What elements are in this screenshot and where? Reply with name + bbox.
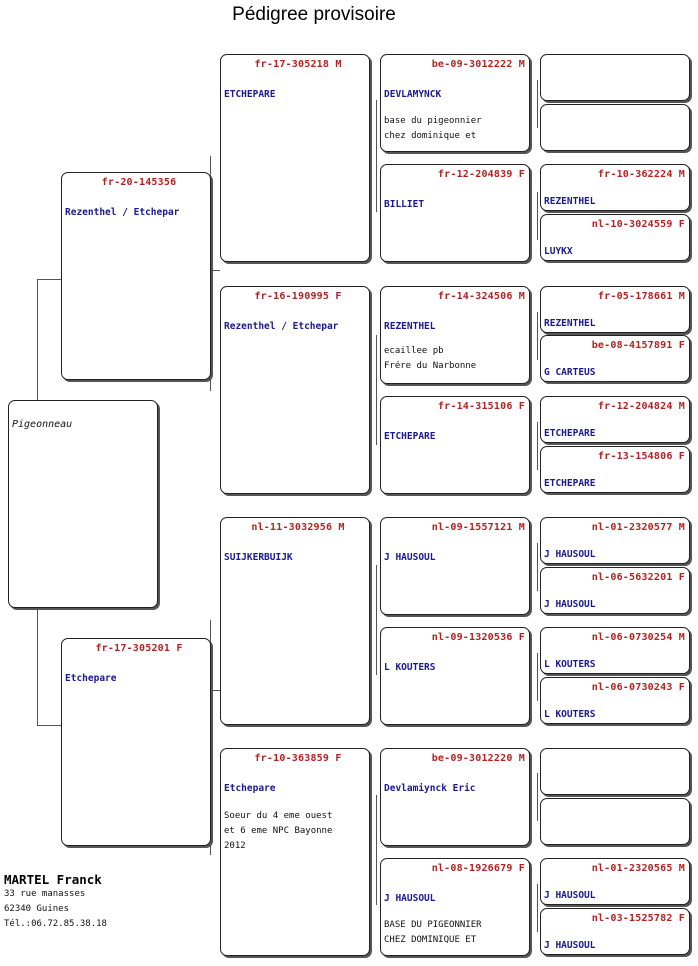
owner-name: REZENTHEL (544, 318, 596, 329)
owner-name: ETCHEPARE (384, 431, 436, 442)
ring-number: fr-12-204839 F (437, 169, 525, 180)
pigeon-note: BASE DU PIGEONNIER CHEZ DOMINIQUE ET (384, 920, 482, 945)
gggp-sds-dam-card[interactable] (540, 335, 690, 382)
breeder-info (4, 872, 107, 932)
connector-line (537, 422, 538, 470)
granddam-paternal-card[interactable] (220, 286, 370, 494)
page-title: Pédigree provisoire (232, 4, 396, 25)
ring-number: fr-17-305201 F (95, 643, 183, 654)
owner-name: ETCHEPARE (544, 428, 596, 439)
gggp-dsd-sire-card[interactable] (540, 627, 690, 674)
owner-name: ETCHEPARE (544, 478, 596, 489)
breeder-phone: Tél.:06.72.85.38.18 (4, 919, 107, 929)
ggp-dds-card[interactable] (380, 748, 530, 846)
ggp-ssd-card[interactable] (380, 164, 530, 262)
ggp-dsd-card[interactable] (380, 627, 530, 725)
owner-name: Devlamiynck Eric (384, 783, 476, 794)
ring-number: nl-06-5632201 F (591, 572, 685, 583)
ring-number: nl-11-3032956 M (251, 522, 345, 533)
grandsire-maternal-card[interactable] (220, 517, 370, 725)
owner-name: J HAUSOUL (384, 893, 436, 904)
ring-number: fr-16-190995 F (254, 291, 342, 302)
ring-number: nl-01-2320565 M (591, 863, 685, 874)
ring-number: nl-09-1557121 M (431, 522, 525, 533)
connector-line (37, 725, 61, 726)
ring-number: nl-01-2320577 M (591, 522, 685, 533)
gggp-sdd-dam-card[interactable] (540, 446, 690, 493)
owner-name: J HAUSOUL (544, 940, 596, 951)
connector-line (537, 192, 538, 240)
connector-line (376, 335, 377, 445)
ring-number: be-09-3012222 M (431, 59, 525, 70)
ring-number: be-08-4157891 F (591, 340, 685, 351)
connector-line (210, 270, 220, 271)
connector-line (376, 100, 377, 212)
dam-card[interactable] (61, 638, 211, 846)
ring-number: fr-17-305218 M (254, 59, 342, 70)
owner-name: REZENTHEL (544, 196, 596, 207)
owner-name: L KOUTERS (544, 709, 596, 720)
owner-name: J HAUSOUL (544, 549, 596, 560)
connector-line (537, 312, 538, 360)
owner-name: L KOUTERS (384, 662, 436, 673)
connector-line (376, 565, 377, 675)
gggp-dss-dam-card[interactable] (540, 567, 690, 614)
gggp-dss-sire-card[interactable] (540, 517, 690, 564)
ring-number: fr-20-145356 (101, 177, 177, 188)
ring-number: fr-10-363859 F (254, 753, 342, 764)
ring-number: nl-08-1926679 F (431, 863, 525, 874)
owner-name: SUIJKERBUIJK (224, 552, 293, 563)
owner-name: ETCHEPARE (224, 89, 276, 100)
connector-line (37, 279, 61, 280)
breeder-name: MARTEL Franck (4, 872, 102, 887)
owner-name: Rezenthel / Etchepar (65, 207, 180, 218)
connector-line (210, 690, 220, 691)
connector-line (376, 795, 377, 905)
gggp-sds-sire-card[interactable] (540, 286, 690, 333)
owner-name: G CARTEUS (544, 367, 596, 378)
granddam-maternal-card[interactable] (220, 748, 370, 956)
ring-number: fr-14-324506 M (437, 291, 525, 302)
ggp-sds-card[interactable] (380, 286, 530, 384)
owner-name: DEVLAMYNCK (384, 89, 442, 100)
ring-number: be-09-3012220 M (431, 753, 525, 764)
breeder-city: 62340 Guines (4, 904, 70, 914)
owner-name: Etchepare (65, 673, 117, 684)
ring-number: fr-12-204824 M (597, 401, 685, 412)
owner-name: Rezenthel / Etchepar (224, 321, 339, 332)
ggp-sss-card[interactable] (380, 54, 530, 152)
pigeon-note: Soeur du 4 eme ouest et 6 eme NPC Bayonne 2012 (224, 811, 333, 851)
subject-card[interactable] (8, 400, 158, 608)
gggp-dds-dam-card[interactable] (540, 798, 690, 845)
gggp-ssd-sire-card[interactable] (540, 164, 690, 211)
grandsire-paternal-card[interactable] (220, 54, 370, 262)
ring-number: fr-05-178661 M (597, 291, 685, 302)
breeder-address: 33 rue manasses (4, 889, 86, 899)
subject-label: Pigeonneau (12, 419, 73, 430)
gggp-dds-sire-card[interactable] (540, 748, 690, 795)
gggp-dsd-dam-card[interactable] (540, 677, 690, 724)
owner-name: J HAUSOUL (544, 599, 596, 610)
owner-name: REZENTHEL (384, 321, 436, 332)
gggp-sss-sire-card[interactable] (540, 54, 690, 101)
ring-number: nl-03-1525782 F (591, 913, 685, 924)
sire-card[interactable] (61, 172, 211, 380)
pigeon-note: base du pigeonnier chez dominique et (384, 116, 482, 141)
ring-number: nl-10-3024559 F (591, 219, 685, 230)
connector-line (537, 80, 538, 128)
ring-number: nl-06-0730243 F (591, 682, 685, 693)
owner-name: BILLIET (384, 199, 425, 210)
gggp-sdd-sire-card[interactable] (540, 396, 690, 443)
owner-name: LUYKX (544, 246, 573, 257)
gggp-ddd-sire-card[interactable] (540, 858, 690, 905)
owner-name: L KOUTERS (544, 659, 596, 670)
owner-name: Etchepare (224, 783, 276, 794)
ring-number: fr-14-315106 F (437, 401, 525, 412)
gggp-ddd-dam-card[interactable] (540, 908, 690, 955)
ring-number: fr-13-154806 F (597, 451, 685, 462)
owner-name: J HAUSOUL (384, 552, 436, 563)
connector-line (537, 884, 538, 932)
ring-number: nl-09-1320536 F (431, 632, 525, 643)
ggp-sdd-card[interactable] (380, 396, 530, 494)
connector-line (537, 773, 538, 821)
connector-line (537, 653, 538, 701)
pigeon-note: ecaillee pb Frére du Narbonne (384, 346, 477, 371)
owner-name: J HAUSOUL (544, 890, 596, 901)
ring-number: fr-10-362224 M (597, 169, 685, 180)
ring-number: nl-06-0730254 M (591, 632, 685, 643)
ggp-ddd-card[interactable] (380, 858, 530, 956)
ggp-dss-card[interactable] (380, 517, 530, 615)
gggp-ssd-dam-card[interactable] (540, 214, 690, 261)
gggp-sss-dam-card[interactable] (540, 104, 690, 151)
connector-line (537, 543, 538, 591)
